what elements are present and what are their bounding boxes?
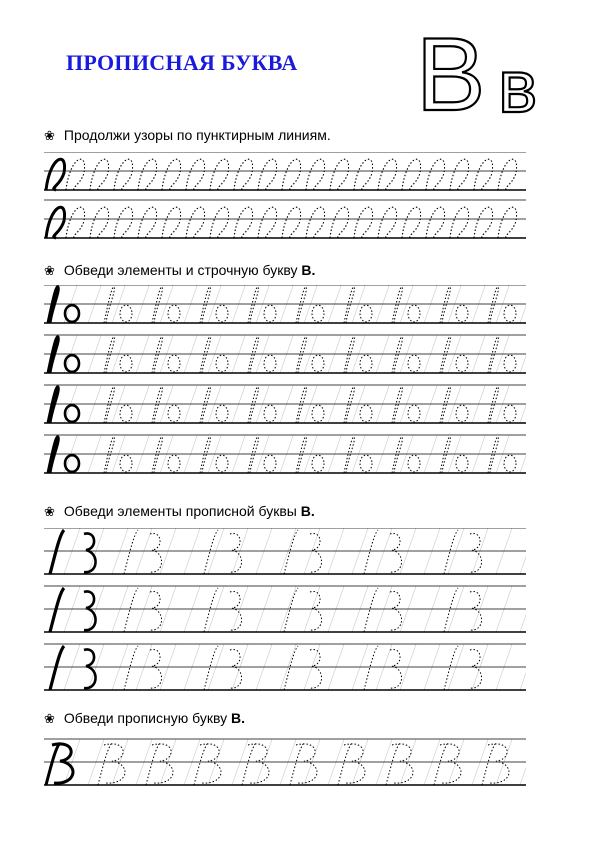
lower-dotted-element [104, 387, 114, 423]
task-4-instruction [44, 710, 245, 727]
pattern-dotted-loop [258, 207, 277, 238]
lower-dotted-oval [504, 455, 516, 472]
upper-dotted-bows [470, 533, 482, 572]
task-3-letter: В. [300, 503, 315, 519]
lower-model-element [48, 337, 58, 373]
lowercase-rows [44, 285, 526, 485]
lower-dotted-oval [312, 305, 324, 322]
task-2-letter: В. [301, 262, 316, 278]
lower-dotted-oval [408, 405, 420, 422]
lower-dotted-oval [216, 405, 228, 422]
pattern-dotted-loop [90, 207, 109, 238]
lower-dotted-element [152, 287, 162, 323]
lower-dotted-oval [216, 305, 228, 322]
capital-dotted-letter [194, 743, 221, 785]
pattern-dotted-loop [402, 159, 421, 190]
capital-dotted-letter [242, 743, 269, 785]
lower-dotted-element [248, 437, 258, 473]
pattern-dotted-loop [282, 207, 301, 238]
lower-dotted-oval [312, 455, 324, 472]
pattern-model-loop [46, 159, 65, 190]
lower-dotted-element [344, 387, 354, 423]
upper-dotted-stem [364, 530, 378, 574]
pattern-dotted-loop [450, 207, 469, 238]
upper-model-stem [50, 646, 64, 690]
pattern-dotted-loop [474, 207, 493, 238]
pattern-dotted-loop [330, 159, 349, 190]
lower-dotted-oval [360, 405, 372, 422]
lower-dotted-oval [312, 355, 324, 372]
pattern-dotted-loop [66, 159, 85, 190]
pattern-rows [44, 152, 526, 247]
upper-dotted-bows [390, 591, 402, 630]
lower-dotted-element [344, 437, 354, 473]
lower-dotted-oval [408, 305, 420, 322]
lower-dotted-element [104, 287, 114, 323]
outline-letter-upper: В [416, 22, 486, 122]
lower-dotted-oval [456, 305, 468, 322]
pattern-dotted-loop [282, 159, 301, 190]
lower-dotted-element [296, 387, 306, 423]
upper-model-bows [84, 533, 96, 572]
lower-dotted-element [488, 287, 498, 323]
task-1-text: Продолжи узоры по пунктирным линиям. [63, 127, 331, 143]
upper-dotted-bows [230, 649, 242, 688]
lower-dotted-oval [312, 405, 324, 422]
upper-dotted-stem [284, 588, 298, 632]
upper-dotted-bows [310, 533, 322, 572]
upper-dotted-bows [150, 591, 162, 630]
upper-dotted-bows [150, 649, 162, 688]
upper-dotted-bows [470, 591, 482, 630]
flower-bullet-icon: ❀ [44, 128, 55, 143]
lower-dotted-oval [360, 305, 372, 322]
lower-dotted-oval [264, 305, 276, 322]
upper-dotted-bows [230, 591, 242, 630]
pattern-dotted-loop [234, 207, 253, 238]
lower-dotted-oval [360, 455, 372, 472]
flower-bullet-icon: ❀ [44, 263, 55, 278]
lowercase-lines [44, 285, 526, 485]
pattern-dotted-loop [354, 159, 373, 190]
lower-dotted-element [200, 287, 210, 323]
upper-dotted-bows [390, 533, 402, 572]
pattern-dotted-loop [450, 159, 469, 190]
pattern-dotted-loop [114, 159, 133, 190]
lower-dotted-element [392, 387, 402, 423]
pattern-dotted-loop [498, 207, 517, 238]
lower-dotted-element [440, 337, 450, 373]
lower-dotted-element [200, 387, 210, 423]
uppercase-element-rows [44, 528, 526, 693]
lower-dotted-oval [120, 305, 132, 322]
lower-model-element [48, 437, 58, 473]
page-title: ПРОПИСНАЯ БУКВА [66, 50, 298, 75]
lower-dotted-element [104, 337, 114, 373]
lower-dotted-oval [456, 355, 468, 372]
pattern-dotted-loop [498, 159, 517, 190]
pattern-lines [44, 152, 526, 247]
lower-model-element [48, 287, 58, 323]
pattern-dotted-loop [162, 207, 181, 238]
lower-dotted-oval [456, 455, 468, 472]
pattern-dotted-loop [90, 159, 109, 190]
upper-dotted-bows [310, 591, 322, 630]
lower-dotted-element [440, 437, 450, 473]
lower-dotted-oval [120, 405, 132, 422]
lower-dotted-element [296, 437, 306, 473]
capital-dotted-letter [434, 743, 461, 785]
lower-dotted-element [440, 287, 450, 323]
pattern-dotted-loop [210, 159, 229, 190]
outline-letters [414, 22, 564, 122]
lower-dotted-oval [264, 355, 276, 372]
capital-dotted-letter [338, 743, 365, 785]
task-2-instruction [44, 262, 315, 279]
pattern-dotted-loop [186, 207, 205, 238]
lower-dotted-element [296, 287, 306, 323]
pattern-dotted-loop [138, 207, 157, 238]
task-4-letter: В. [230, 710, 245, 726]
lower-dotted-oval [504, 405, 516, 422]
lower-dotted-element [344, 337, 354, 373]
pattern-model-loop [46, 207, 65, 238]
lower-dotted-oval [264, 455, 276, 472]
lower-dotted-oval [216, 355, 228, 372]
lower-dotted-oval [168, 355, 180, 372]
upper-dotted-stem [364, 588, 378, 632]
lower-dotted-oval [120, 355, 132, 372]
pattern-dotted-loop [186, 159, 205, 190]
lower-dotted-element [248, 337, 258, 373]
outline-letter-lower: в [498, 45, 538, 122]
upper-dotted-stem [124, 646, 138, 690]
lower-dotted-element [392, 287, 402, 323]
pattern-dotted-loop [378, 207, 397, 238]
lower-dotted-element [104, 437, 114, 473]
lower-dotted-oval [264, 405, 276, 422]
task-3-instruction [44, 503, 315, 520]
lower-dotted-element [152, 387, 162, 423]
lower-dotted-element [248, 287, 258, 323]
pattern-dotted-loop [378, 159, 397, 190]
upper-dotted-bows [470, 649, 482, 688]
flower-bullet-icon: ❀ [44, 711, 55, 726]
lower-model-element [48, 387, 58, 423]
pattern-dotted-loop [138, 159, 157, 190]
upper-dotted-bows [390, 649, 402, 688]
capital-dotted-letter [386, 743, 413, 785]
upper-model-stem [50, 588, 64, 632]
upper-dotted-stem [124, 588, 138, 632]
lower-dotted-element [152, 437, 162, 473]
pattern-dotted-loop [402, 207, 421, 238]
lower-dotted-oval [168, 305, 180, 322]
upper-model-stem [50, 530, 64, 574]
lower-dotted-element [392, 437, 402, 473]
lower-dotted-oval [504, 355, 516, 372]
task-1-instruction [44, 127, 331, 144]
pattern-dotted-loop [306, 207, 325, 238]
lower-dotted-oval [168, 405, 180, 422]
lower-dotted-element [344, 287, 354, 323]
upper-dotted-stem [124, 530, 138, 574]
lower-dotted-element [440, 387, 450, 423]
lower-dotted-element [488, 337, 498, 373]
lower-dotted-element [200, 337, 210, 373]
upper-dotted-bows [310, 649, 322, 688]
lower-dotted-element [152, 337, 162, 373]
lower-dotted-oval [456, 405, 468, 422]
pattern-dotted-loop [114, 207, 133, 238]
pattern-dotted-loop [474, 159, 493, 190]
lower-dotted-element [296, 337, 306, 373]
lower-dotted-element [488, 387, 498, 423]
capital-dotted-letter [482, 743, 509, 785]
pattern-dotted-loop [426, 207, 445, 238]
task-4-text: Обведи прописную букву [63, 710, 231, 726]
flower-bullet-icon: ❀ [44, 504, 55, 519]
upper-dotted-stem [284, 530, 298, 574]
lower-dotted-oval [168, 455, 180, 472]
task-3-text: Обведи элементы прописной буквы [63, 503, 301, 519]
pattern-dotted-loop [234, 159, 253, 190]
upper-model-bows [84, 649, 96, 688]
pattern-dotted-loop [162, 159, 181, 190]
upper-dotted-stem [364, 646, 378, 690]
uppercase-element-lines [44, 528, 526, 693]
pattern-dotted-loop [426, 159, 445, 190]
lower-dotted-oval [408, 455, 420, 472]
lower-dotted-oval [120, 455, 132, 472]
lower-dotted-oval [408, 355, 420, 372]
pattern-dotted-loop [258, 159, 277, 190]
capital-rows [44, 735, 526, 790]
pattern-dotted-loop [354, 207, 373, 238]
pattern-dotted-loop [306, 159, 325, 190]
capital-model-letter [46, 743, 73, 785]
capital-lines [44, 735, 526, 790]
lower-dotted-oval [216, 455, 228, 472]
pattern-dotted-loop [66, 207, 85, 238]
upper-dotted-bows [150, 533, 162, 572]
upper-dotted-stem [284, 646, 298, 690]
capital-dotted-letter [146, 743, 173, 785]
lower-dotted-element [200, 437, 210, 473]
pattern-dotted-loop [330, 207, 349, 238]
upper-dotted-bows [230, 533, 242, 572]
capital-dotted-letter [290, 743, 317, 785]
capital-dotted-letter [98, 743, 125, 785]
pattern-dotted-loop [210, 207, 229, 238]
lower-dotted-element [248, 387, 258, 423]
lower-dotted-element [392, 337, 402, 373]
lower-dotted-oval [360, 355, 372, 372]
lower-dotted-element [488, 437, 498, 473]
lower-dotted-oval [504, 305, 516, 322]
upper-model-bows [84, 591, 96, 630]
task-2-text: Обведи элементы и строчную букву [63, 262, 302, 278]
